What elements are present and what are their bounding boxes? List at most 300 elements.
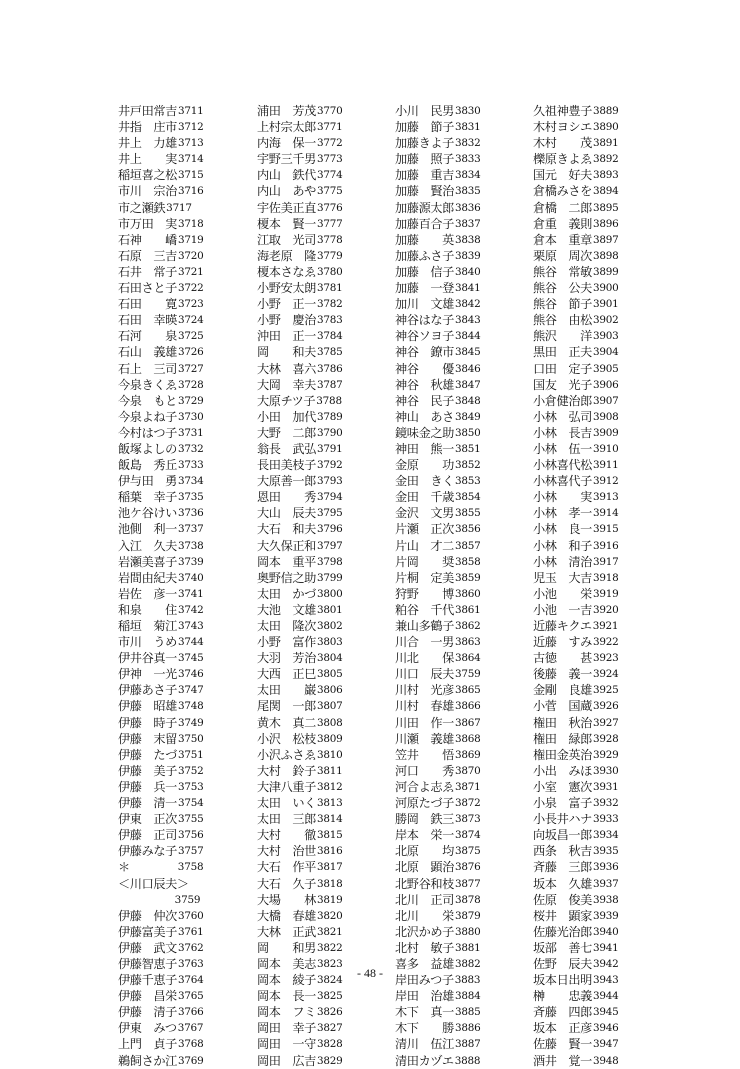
- entry-number: 3769: [177, 1054, 204, 1067]
- entry-name: 市万田 実: [118, 216, 177, 231]
- column-4: [533, 103, 671, 1069]
- entry-name: 岩佐 彦一: [118, 586, 177, 601]
- entry-number: 3891: [592, 137, 619, 150]
- entry-number: 3855: [454, 507, 481, 520]
- name-entry: [533, 264, 671, 280]
- entry-name: 岡本 長一: [257, 989, 316, 1004]
- entry-name: 川合 一男: [395, 635, 454, 650]
- entry-name: 大場 林: [257, 892, 316, 907]
- name-entry: [395, 554, 533, 570]
- entry-name: 小出 みほ: [533, 763, 592, 778]
- entry-number: 3928: [592, 732, 619, 745]
- entry-number: 3821: [316, 925, 343, 938]
- entry-number: 3932: [592, 797, 619, 810]
- entry-name: 川瀬 義雄: [395, 731, 454, 746]
- name-entry: [257, 892, 395, 908]
- entry-name: 井上 実: [118, 152, 177, 167]
- name-entry: [395, 1036, 533, 1052]
- name-entry: [395, 602, 533, 618]
- entry-number: 3807: [316, 700, 343, 713]
- entry-number: 3789: [316, 410, 343, 423]
- entry-number: 3753: [177, 780, 204, 793]
- entry-number: 3901: [592, 298, 619, 311]
- name-entry: [533, 167, 671, 183]
- name-entry: [533, 103, 671, 119]
- name-entry: [118, 698, 256, 714]
- entry-number: 3809: [316, 732, 343, 745]
- entry-number: 3878: [454, 893, 481, 906]
- entry-name: 榎本さなゑ: [257, 264, 316, 279]
- name-entry: [257, 103, 395, 119]
- entry-number: 3717: [166, 201, 192, 214]
- entry-name: 飯塚よしの: [118, 441, 177, 456]
- name-entry: [257, 988, 395, 1004]
- entry-name: 内山 鉄代: [257, 168, 316, 183]
- entry-name: 榎本 賢一: [257, 216, 316, 231]
- name-entry: [257, 521, 395, 537]
- name-entry: [257, 361, 395, 377]
- entry-name: 加川 文雄: [395, 297, 454, 312]
- name-entry: [118, 135, 256, 151]
- entry-number: 3820: [316, 909, 343, 922]
- entry-name: 栗原 周次: [533, 248, 592, 263]
- entry-name: 岡田 一守: [257, 1037, 316, 1052]
- entry-number: 3923: [592, 652, 619, 665]
- entry-number: 3836: [454, 201, 481, 214]
- entry-name: 浦田 芳茂: [257, 104, 316, 118]
- entry-number: 3861: [454, 603, 481, 616]
- entry-name: 小室 憲次: [533, 779, 592, 794]
- name-entry: [395, 666, 533, 682]
- name-entry: [257, 538, 395, 554]
- name-entry: [395, 650, 533, 666]
- name-entry: [118, 1004, 256, 1020]
- entry-name: 加藤 英: [395, 232, 454, 247]
- entry-number: 3840: [454, 265, 481, 278]
- entry-number: 3885: [454, 1006, 481, 1019]
- entry-number: 3931: [592, 780, 619, 793]
- entry-name: 伊藤 仲次: [118, 908, 177, 923]
- entry-name: 大林 正武: [257, 924, 316, 939]
- entry-number: 3736: [177, 507, 204, 520]
- name-entry: [395, 505, 533, 521]
- entry-name: 市川 宗治: [118, 184, 177, 199]
- name-entry: [395, 393, 533, 409]
- entry-number: 3741: [177, 587, 204, 600]
- entry-number: 3762: [177, 941, 204, 954]
- entry-number: 3778: [316, 233, 343, 246]
- entry-name: 大村 鈴子: [257, 763, 316, 778]
- entry-name: 大林 喜六: [257, 361, 316, 376]
- name-entry: [118, 280, 256, 296]
- entry-number: 3765: [177, 990, 204, 1003]
- name-entry: [257, 715, 395, 731]
- name-entry: [118, 425, 256, 441]
- entry-number: 3929: [592, 748, 619, 761]
- entry-number: 3770: [316, 105, 343, 117]
- name-entry: [257, 747, 395, 763]
- entry-number: 3946: [592, 1022, 619, 1035]
- name-entry: [395, 280, 533, 296]
- entry-number: 3867: [454, 716, 481, 729]
- name-entry: [395, 473, 533, 489]
- entry-number: 3814: [316, 813, 343, 826]
- entry-name: 川村 光彦: [395, 683, 454, 698]
- entry-name: 伊藤 兵一: [118, 779, 177, 794]
- entry-number: 3806: [316, 684, 343, 697]
- entry-number: 3915: [592, 523, 619, 536]
- entry-name: 笠井 悟: [395, 747, 454, 762]
- entry-number: 3784: [316, 330, 343, 343]
- entry-number: 3900: [592, 282, 619, 295]
- entry-name: 小沢ふさゑ: [257, 747, 316, 762]
- name-entry: [533, 280, 671, 296]
- entry-name: 坂本日出明: [533, 973, 592, 988]
- name-entry: [395, 521, 533, 537]
- entry-number: 3783: [316, 314, 343, 327]
- name-entry: [257, 554, 395, 570]
- entry-number: 3831: [454, 121, 481, 134]
- entry-name: 小林 良一: [533, 522, 592, 537]
- name-entry: [257, 296, 395, 312]
- entry-name: 河口 秀: [395, 763, 454, 778]
- entry-number: 3771: [316, 121, 343, 134]
- entry-name: 伊東 みつ: [118, 1021, 177, 1036]
- entry-name: 斉藤 四郎: [533, 1005, 592, 1020]
- entry-number: 3815: [316, 829, 343, 842]
- entry-name: 片瀬 正次: [395, 522, 454, 537]
- name-entry: [118, 618, 256, 634]
- name-entry: [118, 489, 256, 505]
- name-entry: [395, 698, 533, 714]
- entry-name: 大野 二郎: [257, 425, 316, 440]
- name-entry: [395, 441, 533, 457]
- entry-name: 小林 長吉: [533, 425, 592, 440]
- entry-name: 石原 三吉: [118, 248, 177, 263]
- entry-name: 清田カヅエ: [395, 1053, 454, 1068]
- entry-name: 神谷 優: [395, 361, 454, 376]
- name-entry: [257, 924, 395, 940]
- entry-name: 神谷ソヨ子: [395, 329, 454, 344]
- name-entry: [395, 328, 533, 344]
- entry-number: 3940: [592, 925, 619, 938]
- entry-name: 加藤源太郎: [395, 200, 454, 215]
- entry-name: 加藤 賢治: [395, 184, 454, 199]
- name-entry: [118, 312, 256, 328]
- name-entry: [395, 216, 533, 232]
- entry-name: 今泉よね子: [118, 409, 177, 424]
- entry-name: 大村 徹: [257, 828, 316, 843]
- entry-name: 木村 茂: [533, 136, 592, 151]
- entry-number: 3898: [592, 249, 619, 262]
- entry-name: 佐原 俊美: [533, 892, 592, 907]
- entry-name: 熊沢 洋: [533, 329, 592, 344]
- name-entry: [118, 264, 256, 280]
- entry-number: 3781: [316, 282, 343, 295]
- name-entry: [395, 763, 533, 779]
- entry-name: 北原 均: [395, 844, 454, 859]
- entry-number: 3941: [592, 941, 619, 954]
- entry-name: 坂本 久雄: [533, 876, 592, 891]
- entry-name: 岩瀬美喜子: [118, 554, 177, 569]
- name-entry: [533, 377, 671, 393]
- entry-number: 3902: [592, 314, 619, 327]
- name-entry: [118, 216, 256, 232]
- name-entry: [533, 747, 671, 763]
- entry-number: 3936: [592, 861, 619, 874]
- name-entry: [533, 538, 671, 554]
- entry-name: 大池 文雄: [257, 602, 316, 617]
- entry-name: 石井 常子: [118, 264, 177, 279]
- entry-number: 3748: [177, 700, 204, 713]
- entry-number: 3772: [316, 137, 343, 150]
- entry-name: 斉藤 三郎: [533, 860, 592, 875]
- name-entry: [533, 328, 671, 344]
- entry-number: 3933: [592, 813, 619, 826]
- entry-name: 小林喜代子: [533, 474, 592, 489]
- entry-name: 倉重 義則: [533, 216, 592, 231]
- name-entry: [118, 908, 256, 924]
- name-entry: [533, 618, 671, 634]
- entry-number: 3792: [316, 459, 343, 472]
- entry-name: 岡 和男: [257, 940, 316, 955]
- entry-number: 3832: [454, 137, 481, 150]
- entry-name: 石田 寛: [118, 297, 177, 312]
- name-entry: [257, 811, 395, 827]
- name-entry: [395, 924, 533, 940]
- entry-number: 3721: [177, 265, 204, 278]
- entry-number: 3727: [177, 362, 204, 375]
- entry-name: 伊藤 美子: [118, 763, 177, 778]
- entry-name: 今泉 もと: [118, 393, 177, 408]
- entry-name: 稲垣喜之松: [118, 168, 177, 183]
- name-entry: [118, 361, 256, 377]
- entry-number: 3879: [454, 909, 481, 922]
- name-entry: [395, 1004, 533, 1020]
- name-entry: [257, 505, 395, 521]
- name-entry: [395, 988, 533, 1004]
- entry-number: 3938: [592, 893, 619, 906]
- entry-number: 3907: [592, 394, 619, 407]
- entry-name: ＊: [118, 860, 130, 875]
- entry-number: 3894: [592, 185, 619, 198]
- entry-name: 小林 清治: [533, 554, 592, 569]
- entry-number: 3776: [316, 201, 343, 214]
- entry-name: 神田 熊一: [395, 441, 454, 456]
- entry-number: 3942: [592, 957, 619, 970]
- name-entry: [533, 908, 671, 924]
- entry-number: 3856: [454, 523, 481, 536]
- entry-number: 3947: [592, 1038, 619, 1051]
- entry-number: 3790: [316, 426, 343, 439]
- entry-number: 3890: [592, 121, 619, 134]
- entry-name: 海老原 隆: [257, 248, 316, 263]
- name-entry: [118, 682, 256, 698]
- entry-name: 岡本 綾子: [257, 973, 316, 988]
- entry-number: 3868: [454, 732, 481, 745]
- entry-number: 3766: [177, 1006, 204, 1019]
- name-entry: [257, 312, 395, 328]
- name-entry: [533, 924, 671, 940]
- entry-name: 鏡味金之助: [395, 425, 454, 440]
- name-entry: [533, 1004, 671, 1020]
- entry-name: 太田 かづ: [257, 586, 316, 601]
- name-entry: [257, 393, 395, 409]
- entry-name: 神山 あさ: [395, 409, 454, 424]
- name-entry: [395, 779, 533, 795]
- name-entry: [395, 618, 533, 634]
- entry-name: 北川 栄: [395, 908, 454, 923]
- entry-number: 3865: [454, 684, 481, 697]
- entry-number: 3945: [592, 1006, 619, 1019]
- entry-name: 児玉 大吉: [533, 570, 592, 585]
- entry-number: 3722: [177, 282, 204, 295]
- entry-name: 石上 三司: [118, 361, 177, 376]
- entry-number: 3761: [177, 925, 204, 938]
- name-entry: [118, 1053, 256, 1069]
- entry-number: 3743: [177, 620, 204, 632]
- entry-name: 小野 慶治: [257, 313, 316, 328]
- name-entry: [118, 167, 256, 183]
- name-entry: [395, 892, 533, 908]
- entry-name: 伊藤千恵子: [118, 973, 177, 988]
- name-entry: [257, 264, 395, 280]
- name-entry: [533, 1020, 671, 1036]
- entry-number: 3799: [316, 571, 343, 584]
- entry-name: 河原たづ子: [395, 796, 454, 811]
- entry-name: 黄木 真二: [257, 715, 316, 730]
- entry-name: 小野安太朗: [257, 281, 316, 296]
- entry-number: 3849: [454, 410, 481, 423]
- entry-number: 3889: [592, 105, 619, 117]
- entry-number: 3818: [316, 877, 343, 890]
- entry-name: 岸田みつ子: [395, 973, 454, 988]
- name-entry: [395, 1053, 533, 1069]
- name-entry: [257, 280, 395, 296]
- name-entry: [533, 940, 671, 956]
- entry-name: 岡 和夫: [257, 345, 316, 360]
- entry-name: 国友 光子: [533, 377, 592, 392]
- entry-name: 清川 伍江: [395, 1037, 454, 1052]
- entry-number: 3759: [454, 668, 481, 681]
- entry-number: 3896: [592, 217, 619, 230]
- entry-name: 伊井谷真一: [118, 651, 177, 666]
- entry-number: 3729: [177, 394, 204, 407]
- entry-name: 兼山多鶴子: [395, 619, 454, 633]
- entry-number: 3910: [592, 442, 619, 455]
- entry-number: 3883: [454, 974, 481, 987]
- entry-number: 3758: [177, 861, 204, 874]
- name-entry: [118, 940, 256, 956]
- entry-name: 北村 敏子: [395, 940, 454, 955]
- entry-name: 小池 一吉: [533, 602, 592, 617]
- entry-name: 小林 伍一: [533, 441, 592, 456]
- name-entry: [257, 441, 395, 457]
- name-entry: [395, 489, 533, 505]
- entry-number: 3864: [454, 652, 481, 665]
- entry-number: 3723: [177, 298, 204, 311]
- entry-number: 3715: [177, 169, 204, 182]
- entry-name: 奥野信之助: [257, 570, 316, 585]
- entry-name: 太田 三郎: [257, 812, 316, 827]
- entry-name: 大原善一郎: [257, 474, 316, 489]
- name-entry: [533, 361, 671, 377]
- entry-name: 伊藤 時子: [118, 715, 177, 730]
- entry-name: 金田 きく: [395, 474, 454, 489]
- entry-name: 大久保正和: [257, 538, 316, 553]
- entry-number: 3848: [454, 394, 481, 407]
- name-entry: [257, 409, 395, 425]
- entry-name: 小菅 国蔵: [533, 699, 592, 714]
- name-entry: [118, 827, 256, 843]
- name-entry: [257, 151, 395, 167]
- entry-name: 岩間由紀夫: [118, 570, 177, 585]
- name-entry: [118, 1020, 256, 1036]
- entry-name: 大石 久子: [257, 876, 316, 891]
- entry-name: 今泉きくゑ: [118, 377, 177, 392]
- name-entry: [395, 312, 533, 328]
- name-entry: [533, 859, 671, 875]
- entry-number: 3851: [454, 442, 481, 455]
- entry-name: 尾関 一郎: [257, 699, 316, 714]
- entry-number: 3844: [454, 330, 481, 343]
- name-entry: [533, 216, 671, 232]
- entry-number: 3926: [592, 700, 619, 713]
- name-entry: [118, 795, 256, 811]
- entry-name: 国元 好夫: [533, 168, 592, 183]
- name-entry: [257, 666, 395, 682]
- entry-name: 木下 勝: [395, 1021, 454, 1036]
- name-entry: [533, 811, 671, 827]
- name-entry: [395, 183, 533, 199]
- entry-name: 江取 光司: [257, 232, 316, 247]
- name-entry: [118, 554, 256, 570]
- entry-number: 3746: [177, 668, 204, 681]
- entry-number: 3909: [592, 426, 619, 439]
- entry-number: 3755: [177, 813, 204, 826]
- name-entry: [118, 200, 256, 216]
- entry-number: 3757: [177, 845, 204, 858]
- entry-name: 熊谷 由松: [533, 313, 592, 328]
- entry-name: 今村はつ子: [118, 425, 177, 440]
- entry-name: 小長井ハナ: [533, 812, 592, 827]
- entry-number: 3882: [454, 957, 481, 970]
- entry-number: 3850: [454, 426, 481, 439]
- entry-name: 小野 正一: [257, 297, 316, 312]
- entry-name: 長田美枝子: [257, 458, 316, 473]
- entry-number: 3881: [454, 941, 481, 954]
- entry-number: 3735: [177, 491, 204, 504]
- entry-name: 宇佐美正直: [257, 200, 316, 215]
- name-entry: [118, 232, 256, 248]
- name-entry: [533, 473, 671, 489]
- entry-number: 3871: [454, 780, 481, 793]
- entry-name: 翁長 武弘: [257, 441, 316, 456]
- name-entry: [395, 103, 533, 119]
- entry-name: 和泉 住: [118, 602, 177, 617]
- name-entry: [395, 859, 533, 875]
- entry-number: 3756: [177, 829, 204, 842]
- entry-number: 3754: [177, 797, 204, 810]
- name-entry: [257, 344, 395, 360]
- name-entry: [395, 940, 533, 956]
- name-entry: [257, 763, 395, 779]
- entry-name: 太田 隆次: [257, 619, 316, 633]
- entry-name: 入江 久夫: [118, 538, 177, 553]
- entry-number: 3937: [592, 877, 619, 890]
- name-entry: [118, 570, 256, 586]
- name-entry: [257, 779, 395, 795]
